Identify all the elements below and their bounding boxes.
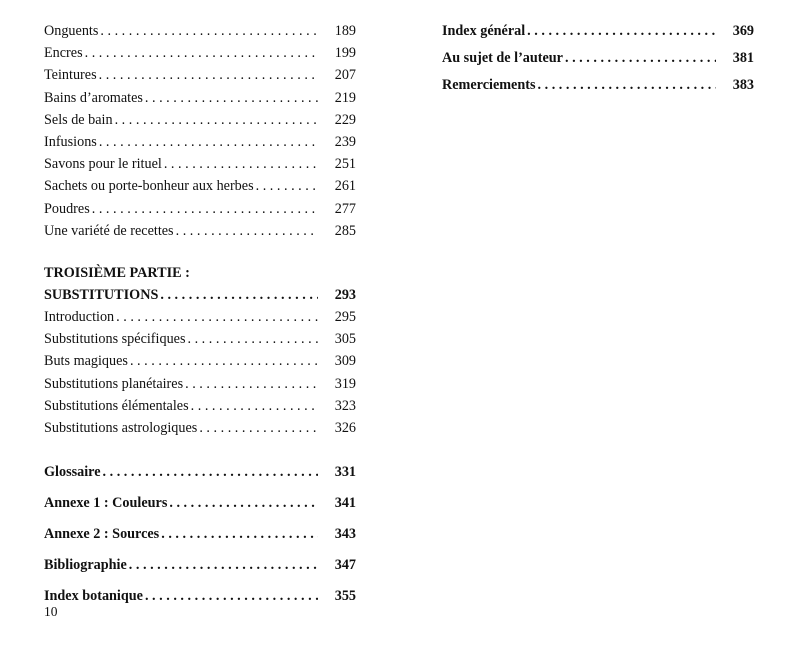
toc-entry-title: Index général xyxy=(442,23,526,39)
toc-entry-page: 261 xyxy=(334,178,356,195)
dot-leader xyxy=(145,585,318,607)
toc-entry-page: 251 xyxy=(334,156,356,173)
toc-entry-title: Poudres xyxy=(44,200,90,217)
toc-entry-page: 319 xyxy=(334,375,356,392)
back-matter-entry xyxy=(442,20,754,42)
back-matter-entry xyxy=(44,461,356,483)
back-matter-entry xyxy=(442,47,754,69)
toc-entry xyxy=(44,109,356,131)
toc-entry-title: Infusions xyxy=(44,133,97,150)
dot-leader xyxy=(145,87,318,109)
dot-leader xyxy=(99,131,318,153)
toc-entry-title: Sels de bain xyxy=(44,111,113,128)
toc-entry-page: 323 xyxy=(334,397,356,414)
toc-entry-page: 343 xyxy=(334,526,356,543)
part-heading: TROISIÈME PARTIE : xyxy=(44,264,190,281)
toc-entry xyxy=(44,42,356,64)
back-matter-entry xyxy=(44,585,356,607)
toc-entry-title: Substitutions élémentales xyxy=(44,397,189,414)
dot-leader xyxy=(129,554,318,576)
dot-leader xyxy=(99,64,318,86)
dot-leader xyxy=(164,153,318,175)
toc-entry-title: Bibliographie xyxy=(44,557,127,574)
toc-entry-title: Onguents xyxy=(44,23,99,39)
dot-leader xyxy=(100,20,318,42)
toc-entry-title: Remerciements xyxy=(442,77,536,94)
toc-entry-title: Teintures xyxy=(44,67,97,84)
toc-entry xyxy=(44,198,356,220)
toc-right-column xyxy=(442,20,754,97)
toc-entry-title: Introduction xyxy=(44,309,115,326)
toc-entry-title: Annexe 1 : Couleurs xyxy=(44,495,168,512)
toc-entry-page: 207 xyxy=(334,67,356,84)
toc-entry xyxy=(44,175,356,197)
dot-leader xyxy=(169,492,318,514)
dot-leader xyxy=(256,175,318,197)
toc-entry-title: Glossaire xyxy=(44,464,101,481)
toc-entry xyxy=(44,395,356,417)
part-page: 293 xyxy=(334,286,356,303)
toc-entry-page: 199 xyxy=(334,45,356,62)
toc-entry-title: Buts magiques xyxy=(44,353,128,370)
page-number: 10 xyxy=(44,604,58,619)
toc-entry xyxy=(44,306,356,328)
toc-entry xyxy=(44,153,356,175)
toc-entry-title: Sachets ou porte-bonheur aux herbes xyxy=(44,178,254,195)
back-matter-entry xyxy=(442,74,754,96)
toc-entry-title: Au sujet de l’auteur xyxy=(442,50,563,67)
toc-entry-title: Savons pour le rituel xyxy=(44,156,162,173)
toc-entry xyxy=(44,373,356,395)
part-title: SUBSTITUTIONS xyxy=(44,286,159,303)
toc-entry xyxy=(44,64,356,86)
dot-leader xyxy=(92,198,318,220)
dot-leader xyxy=(191,395,318,417)
dot-leader xyxy=(185,373,318,395)
toc-entry-page: 383 xyxy=(732,77,754,94)
toc-entry-page: 369 xyxy=(732,23,754,39)
toc-entry xyxy=(44,328,356,350)
toc-entry-page: 189 xyxy=(334,23,356,39)
toc-entry-page: 309 xyxy=(334,353,356,370)
dot-leader xyxy=(538,74,717,96)
dot-leader xyxy=(115,109,318,131)
toc-entry xyxy=(44,417,356,439)
dot-leader xyxy=(85,42,318,64)
toc-entry-page: 381 xyxy=(732,50,754,67)
back-matter-entry xyxy=(44,492,356,514)
toc-entry-title: Index botanique xyxy=(44,588,143,605)
toc-entry-page: 277 xyxy=(334,200,356,217)
toc-left-column xyxy=(44,20,356,607)
part-title-entry xyxy=(44,284,356,306)
dot-leader xyxy=(130,350,318,372)
dot-leader xyxy=(565,47,716,69)
toc-entry-page: 219 xyxy=(334,89,356,106)
dot-leader xyxy=(187,328,318,350)
back-matter-entry xyxy=(44,523,356,545)
toc-entry-title: Une variété de recettes xyxy=(44,222,174,239)
back-matter-entry xyxy=(44,554,356,576)
toc-entry-title: Bains d’aromates xyxy=(44,89,143,106)
dot-leader xyxy=(160,284,318,306)
dot-leader xyxy=(103,461,319,483)
toc-entry xyxy=(44,350,356,372)
toc-entry-page: 295 xyxy=(334,309,356,326)
dot-leader xyxy=(527,20,716,42)
dot-leader xyxy=(161,523,318,545)
toc-entry-page: 341 xyxy=(334,495,356,512)
toc-entry-page: 229 xyxy=(334,111,356,128)
toc-entry xyxy=(44,131,356,153)
toc-entry-page: 239 xyxy=(334,133,356,150)
toc-entry-page: 285 xyxy=(334,222,356,239)
toc-entry-title: Encres xyxy=(44,45,83,62)
toc-entry-page: 347 xyxy=(334,557,356,574)
dot-leader xyxy=(176,220,318,242)
toc-entry-page: 305 xyxy=(334,331,356,348)
toc-entry xyxy=(44,20,356,42)
toc-entry xyxy=(44,87,356,109)
toc-entry-title: Substitutions planétaires xyxy=(44,375,184,392)
toc-entry-page: 326 xyxy=(334,420,356,436)
toc-entry-title: Substitutions astrologiques xyxy=(44,420,198,436)
toc-entry-title: Annexe 2 : Sources xyxy=(44,526,160,543)
toc-entry-page: 355 xyxy=(334,588,356,605)
toc-entry xyxy=(44,220,356,242)
dot-leader xyxy=(199,417,318,439)
dot-leader xyxy=(116,306,318,328)
toc-entry-title: Substitutions spécifiques xyxy=(44,331,186,348)
toc-entry-page: 331 xyxy=(334,464,356,481)
